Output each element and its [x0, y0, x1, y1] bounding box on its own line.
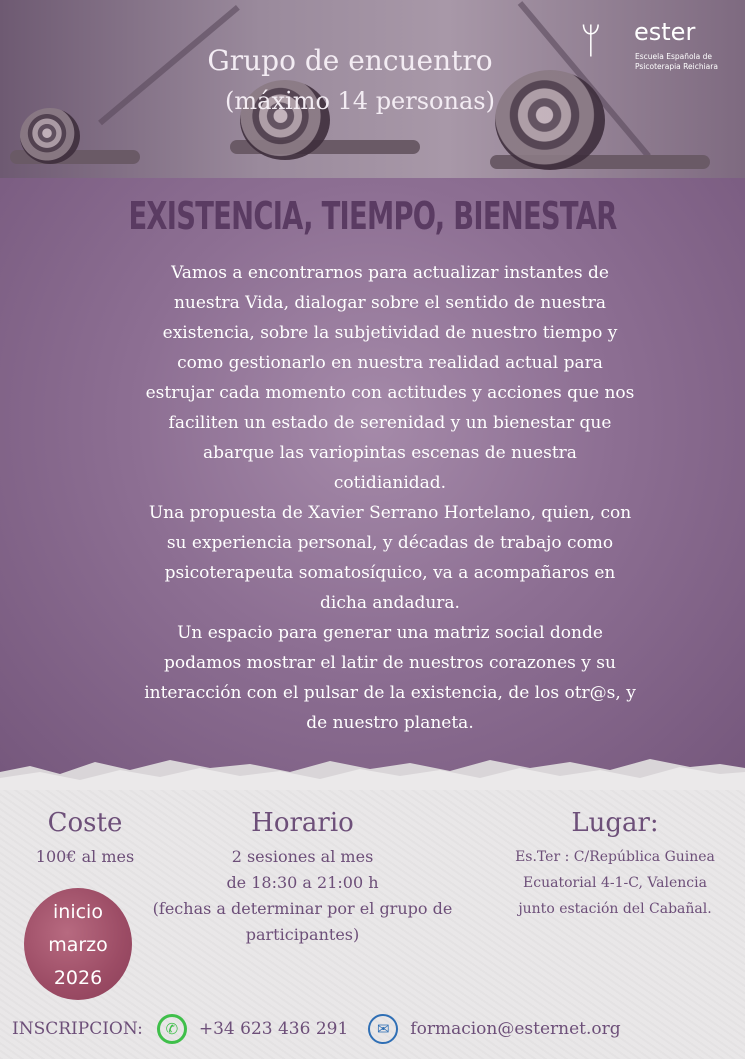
description-line: estrujar cada momento con actitudes y acciones que nos	[145, 383, 635, 403]
phone-number[interactable]: +34 623 436 291	[198, 1019, 349, 1039]
location-heading: Lugar:	[571, 808, 659, 838]
logo-tagline: Escuela Española de Psicoterapia Reichiara	[635, 52, 718, 71]
main-title: EXISTENCIA, TIEMPO, BIENESTAR	[128, 194, 617, 238]
description-line: como gestionarlo en nuestra realidad actual para	[177, 353, 603, 373]
header-title: Grupo de encuentro	[207, 44, 493, 77]
description-line: dicha andadura.	[320, 593, 460, 613]
description-line: Vamos a encontrarnos para actualizar instantes de	[171, 263, 609, 283]
schedule-block	[130, 808, 475, 948]
mail-icon: ✉	[368, 1014, 398, 1044]
description-line: podamos mostrar el latir de nuestros corazones y su	[164, 653, 616, 673]
description	[0, 258, 745, 738]
footer-registration	[12, 1014, 621, 1044]
location-line: junto estación del Cabañal.	[518, 901, 712, 917]
badge-line: 2026	[53, 967, 103, 989]
header-photo	[0, 0, 745, 178]
cost-value: 100€ al mes	[35, 847, 135, 866]
snail-shell	[495, 70, 605, 170]
description-line: cotidianidad.	[333, 473, 447, 493]
schedule-line: de 18:30 a 21:00 h	[226, 873, 379, 892]
description-line: de nuestro planeta.	[306, 713, 474, 733]
badge-line: inicio	[53, 901, 103, 923]
logo-figure-icon: ᛘ	[580, 21, 602, 62]
description-line: Un espacio para generar una matriz social donde	[177, 623, 603, 643]
description-line: nuestra Vida, dialogar sobre el sentido de nuestra	[173, 293, 607, 313]
description-line: interacción con el pulsar de la existencia, de los otr@s, y	[144, 683, 636, 703]
header-subtitle: (máximo 14 personas)	[225, 87, 495, 115]
schedule-heading: Horario	[251, 808, 354, 838]
main-section	[0, 178, 745, 788]
schedule-line: (fechas a determinar por el grupo de	[152, 899, 453, 918]
description-line: existencia, sobre la subjetividad de nuestro tiempo y	[162, 323, 618, 343]
badge-line: marzo	[48, 934, 108, 956]
description-line: faciliten un estado de serenidad y un bienestar que	[168, 413, 612, 433]
whatsapp-icon: ✆	[157, 1014, 187, 1044]
description-line: su experiencia personal, y décadas de trabajo como	[166, 533, 614, 553]
snail-shell	[20, 108, 80, 164]
logo-name: ester	[634, 18, 696, 46]
description-line: Una propuesta de Xavier Serrano Hortelano, quien, con	[148, 503, 632, 523]
registration-label: INSCRIPCION:	[12, 1019, 143, 1039]
cost-heading: Coste	[47, 808, 123, 838]
start-date-badge	[24, 888, 132, 1000]
description-line: psicoterapeuta somatosíquico, va a acompañaros en	[164, 563, 616, 583]
description-line: abarque las variopintas escenas de nuestra	[203, 443, 577, 463]
location-line: Es.Ter : C/República Guinea	[515, 849, 715, 865]
location-block	[495, 808, 735, 922]
email-link[interactable]: formacion@esternet.org	[410, 1019, 621, 1039]
schedule-line: participantes)	[245, 925, 360, 944]
location-line: Ecuatorial 4-1-C, Valencia	[523, 875, 707, 891]
schedule-line: 2 sesiones al mes	[231, 847, 374, 866]
